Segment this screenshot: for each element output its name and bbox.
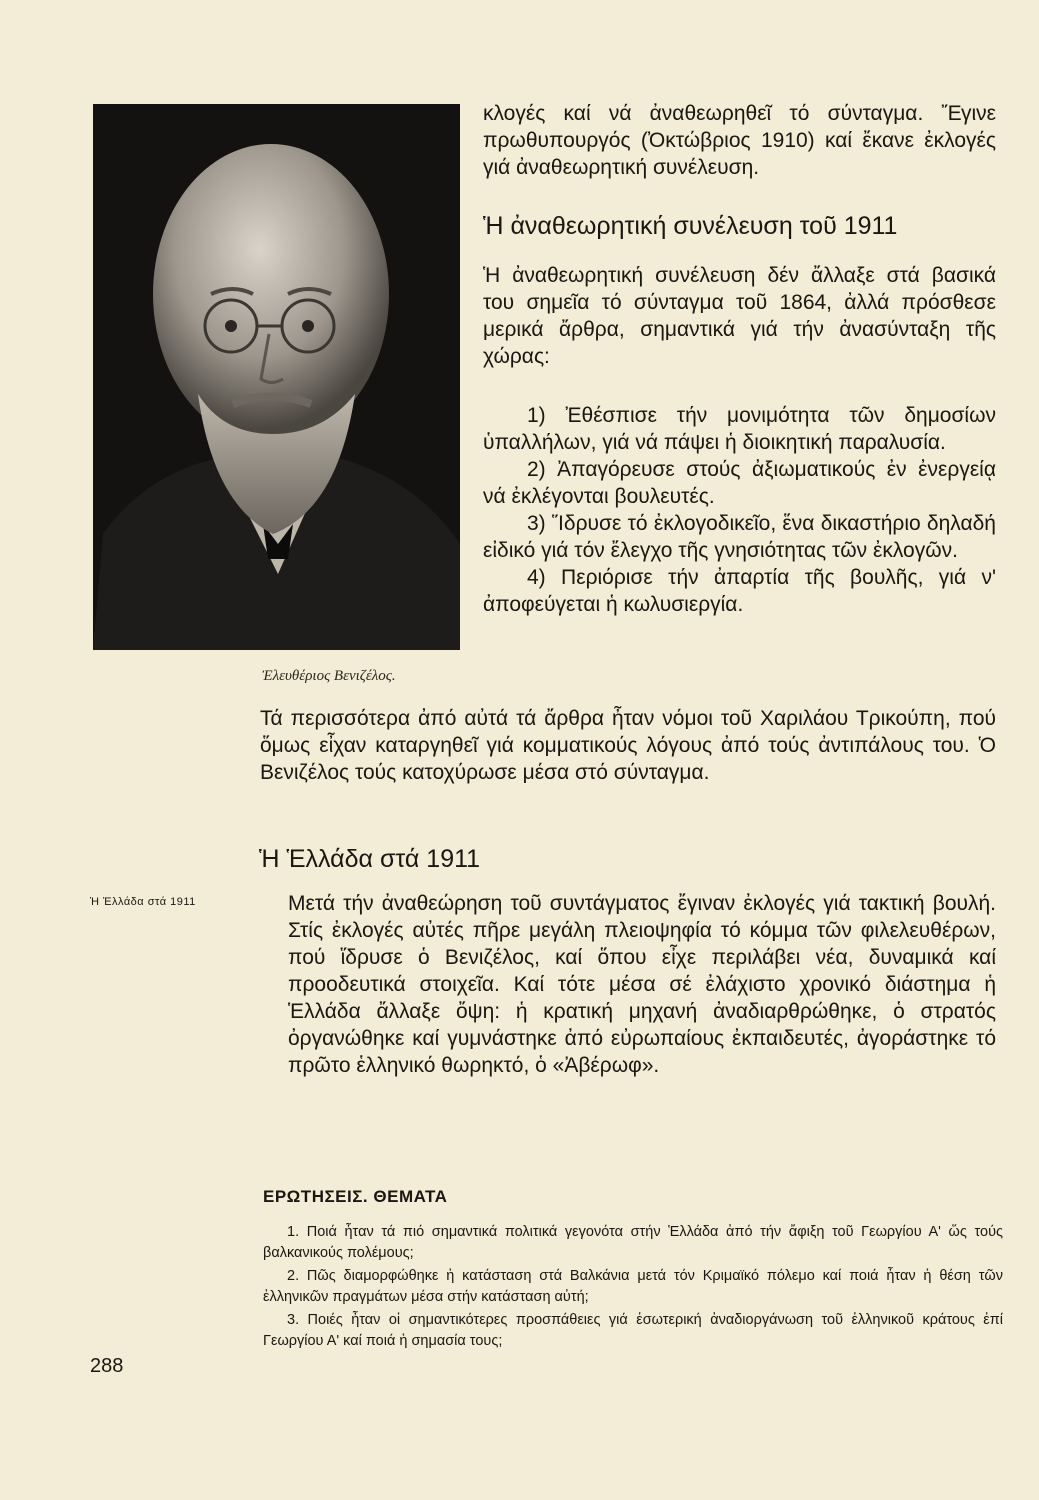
portrait-photo — [93, 104, 460, 650]
question-item: 1. Ποιά ἦταν τά πιό σημαντικά πολιτικά γεγονότα στήν Ἑλλάδα ἀπό τήν ἄφιξη τοῦ Γεωργίου Α' ὥς τούς βαλκανικούς πολέμους; — [263, 1224, 1003, 1261]
list-item: 3) Ἵδρυσε τό ἐκλογοδικεῖο, ἕνα δικαστήριο δηλαδή εἰδικό γιά τόν ἔλεγχο τῆς γνησιότητας τῶν ἐκλογῶν. — [483, 512, 996, 562]
section-heading-greece-1911: Ἡ Ἑλλάδα στά 1911 — [259, 845, 481, 873]
list-item: 4) Περιόρισε τήν ἀπαρτία τῆς βουλῆς, γιά ν' ἀποφεύγεται ἡ κωλυσιεργία. — [483, 566, 996, 616]
section-heading-revision-assembly: Ἡ ἀναθεωρητική συνέλευση τοῦ 1911 — [483, 212, 898, 240]
margin-note: Ἡ Ἑλλάδα στά 1911 — [90, 896, 196, 908]
paragraph-trikoupis-laws: Τά περισσότερα ἀπό αὐτά τά ἄρθρα ἦταν νόμοι τοῦ Χαριλάου Τρικούπη, πού ὅμως εἶχαν καταργηθεῖ γιά κομματικούς λόγους ἀπό τούς ἀντιπάλους του. Ὁ Βενιζέλος τούς κατοχύρωσε μέσα στό σύνταγμα. — [260, 707, 996, 784]
paragraph-greece-1911: Μετά τήν ἀναθεώρηση τοῦ συντάγματος ἔγιναν ἐκλογές γιά τακτική βουλή. Στίς ἐκλογές αὐτές πῆρε μεγάλη πλειοψηφία τό κόμμα τῶν φιλελευθέρων, πού ἵδρυσε ὁ Βενιζέλος, καί ὅπου εἶχε περιλάβει νέα, δυναμικά καί προοδευτικά στοιχεῖα. Καί τότε μέσα σέ ἐλάχιστο χρονικό διάστημα ἡ Ἑλλάδα ἄλλαξε ὄψη: ἡ κρατική μηχανή ἀναδιαρθρώθηκε, ὁ στρατός ὀργανώθηκε καί γυμνάστηκε ἀπό εὐρωπαίους ἐκπαιδευτές, ἀγοράστηκε τό πρῶτο ἑλληνικό θωρηκτό, ὁ «Ἀβέρωφ». — [288, 892, 996, 1077]
questions-list — [263, 1222, 1003, 1354]
paragraph-top: κλογές καί νά ἀναθεωρηθεῖ τό σύνταγμα. Ἔγινε πρωθυπουργός (Ὀκτώβριος 1910) καί ἔκανε ἐκλογές γιά ἀναθεωρητική συνέλευση. — [483, 102, 996, 179]
photo-caption: Ἐλευθέριος Βενιζέλος. — [262, 668, 396, 684]
list-item: 2) Ἀπαγόρευσε στούς ἀξιωματικούς ἐν ἐνεργείᾳ νά ἐκλέγονται βουλευτές. — [483, 458, 996, 508]
paragraph-revision-intro: Ἡ ἀναθεωρητική συνέλευση δέν ἄλλαξε στά βασικά του σημεῖα τό σύνταγμα τοῦ 1864, ἀλλά πρόσθεσε μερικά ἄρθρα, σημαντικά γιά τήν ἀνασύνταξη τῆς χώρας: — [483, 264, 996, 368]
question-item: 3. Ποιές ἦταν οἱ σημαντικότερες προσπάθειες γιά ἐσωτερική ἀναδιοργάνωση τοῦ ἑλληνικοῦ κράτους ἐπί Γεωργίου Α' καί ποιά ἡ σημασία τους; — [263, 1312, 1003, 1349]
venizelos-portrait-image — [93, 104, 460, 650]
article-list — [483, 402, 996, 618]
questions-title: ΕΡΩΤΗΣΕΙΣ. ΘΕΜΑΤΑ — [263, 1187, 448, 1206]
page-number: 288 — [90, 1355, 124, 1377]
list-item: 1) Ἐθέσπισε τήν μονιμότητα τῶν δημοσίων ὑπαλλήλων, γιά νά πάψει ἡ διοικητική παραλυσία. — [483, 404, 996, 454]
question-item: 2. Πῶς διαμορφώθηκε ἡ κατάσταση στά Βαλκάνια μετά τόν Κριμαϊκό πόλεμο καί ποιά ἦταν ἡ θέση τῶν ἑλληνικῶν πραγμάτων μέσα στήν κατάσταση αὐτή; — [263, 1268, 1003, 1305]
